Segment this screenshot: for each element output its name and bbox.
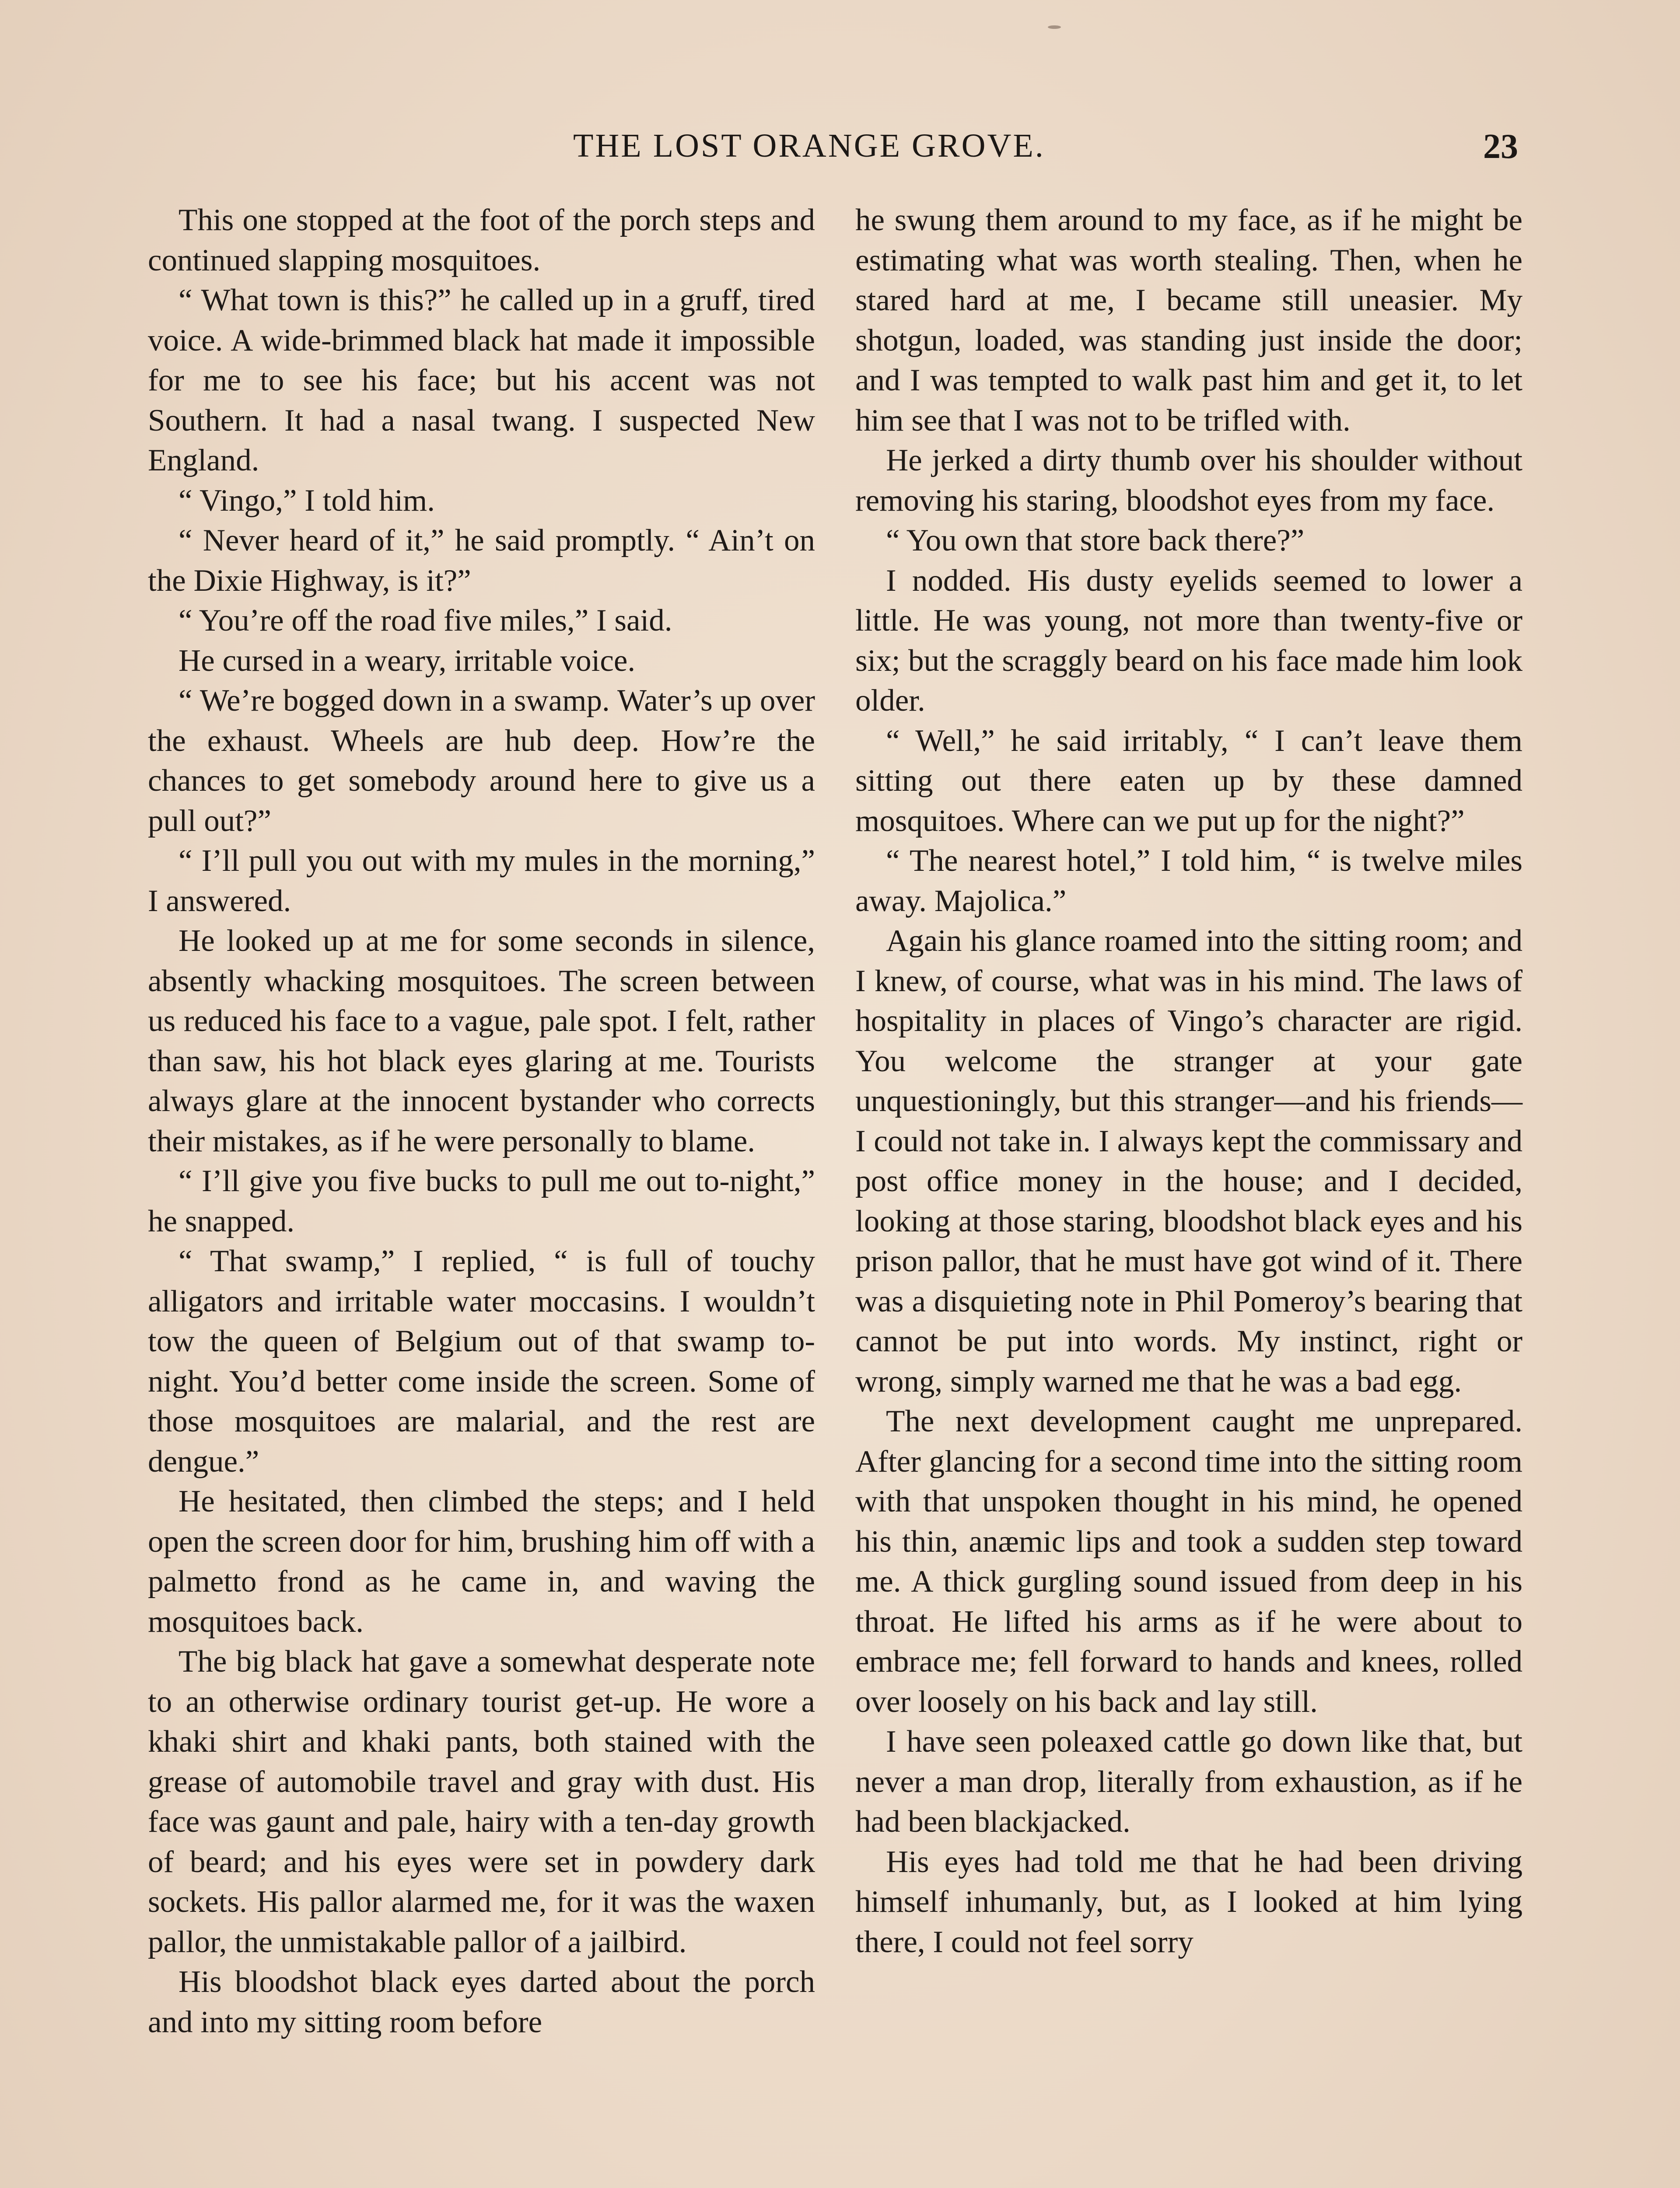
- paragraph: “ What town is this?” he called up in a gruff, tired voice. A wide-brimmed black hat made it impossible for me to see his face; but his accent was not Southern. It had a nasal twang. I suspected New England.: [148, 283, 815, 477]
- paragraph: “ You own that store back there?”: [886, 523, 1305, 558]
- paragraph: This one stopped at the foot of the porch steps and continued slapping mosquitoes.: [148, 203, 815, 277]
- paragraph: I nodded. His dusty eyelids seemed to lower a little. He was young, not more than twenty-five or six; but the scraggly beard on his face made him look older.: [855, 563, 1522, 718]
- paragraph: “ The nearest hotel,” I told him, “ is twelve miles away. Majolica.”: [855, 844, 1522, 918]
- page-number: 23: [1483, 127, 1518, 166]
- paragraph: He hesitated, then climbed the steps; and I held open the screen door for him, brushing him off with a palmetto frond as he came in, and waving the mosquitoes back.: [148, 1484, 815, 1639]
- paragraph: “ Vingo,” I told him.: [178, 483, 435, 518]
- paragraph: “ I’ll pull you out with my mules in the morning,” I answered.: [148, 844, 815, 918]
- paragraph: “ We’re bogged down in a swamp. Water’s up over the exhaust. Wheels are hub deep. How’re the chances to get somebody around here to give us a pull out?”: [148, 684, 815, 838]
- paragraph: The next development caught me unprepared. After glancing for a second time into the sitting room with that unspoken thought in his mind, he opened his thin, anæmic lips and took a sudden step toward me. A thick gurgling sound issued from deep in his throat. He lifted his arms as if he were about to embrace me; fell forward to hands and knees, rolled over loosely on his back and lay still.: [855, 1404, 1522, 1719]
- paragraph: His eyes had told me that he had been driving himself inhumanly, but, as I looked at him lying there, I could not feel sorry: [855, 1844, 1522, 1959]
- paper-speck: [1048, 25, 1061, 29]
- paragraph: “ That swamp,” I replied, “ is full of touchy alligators and irritable water moccasins. I wouldn’t tow the queen of Belgium out of that swamp to-night. You’d better come inside the screen. Some of those mosquitoes are malarial, and the rest are dengue.”: [148, 1244, 815, 1479]
- paragraph: “ I’ll give you five bucks to pull me out to-night,” he snapped.: [148, 1164, 815, 1238]
- paragraph: he swung them around to my face, as if he might be estimating what was worth stealing. Then, when he stared hard at me, I became still uneasier. My shotgun, loaded, was standing just inside the door; and I was tempted to walk past him and get it, to let him see that I was not to be trifled with.: [855, 203, 1522, 438]
- paragraph: His bloodshot black eyes darted about the porch and into my sitting room before: [148, 1965, 815, 2039]
- paragraph: I have seen poleaxed cattle go down like that, but never a man drop, literally from exhaustion, as if he had been blackjacked.: [855, 1725, 1522, 1839]
- paragraph: The big black hat gave a somewhat desperate note to an otherwise ordinary tourist get-up. He wore a khaki shirt and khaki pants, both stained with the grease of automobile travel and gray with dust. His face was gaunt and pale, hairy with a ten-day growth of beard; and his eyes were set in powdery dark sockets. His pallor alarmed me, for it was the waxen pallor, the unmistakable pallor of a jailbird.: [148, 1645, 815, 1959]
- paragraph: Again his glance roamed into the sitting room; and I knew, of course, what was in his mind. The laws of hospitality in places of Vingo’s character are rigid. You welcome the stranger at your gate unquestioningly, but this stranger—and his friends—I could not take in. I always kept the commissary and post office money in the house; and I decided, looking at those staring, bloodshot black eyes and his prison pallor, that he must have got wind of it. There was a disquieting note in Phil Pomeroy’s bearing that cannot be put into words. My instinct, right or wrong, simply warned me that he was a bad egg.: [855, 924, 1522, 1399]
- paragraph: “ Never heard of it,” he said promptly. “ Ain’t on the Dixie Highway, is it?”: [148, 523, 815, 598]
- paragraph: He jerked a dirty thumb over his shoulder without removing his staring, bloodshot eyes from my face.: [855, 443, 1522, 518]
- paragraph: “ You’re off the road five miles,” I said.: [178, 603, 672, 638]
- paragraph: He cursed in a weary, irritable voice.: [178, 643, 636, 678]
- left-text-column: [148, 200, 815, 2042]
- right-text-column: [855, 200, 1522, 1962]
- running-title: THE LOST ORANGE GROVE.: [573, 127, 1045, 164]
- paragraph: He looked up at me for some seconds in silence, absently whacking mosquitoes. The screen between us reduced his face to a vague, pale spot. I felt, rather than saw, his hot black eyes glaring at me. Tourists always glare at the innocent bystander who corrects their mistakes, as if he were personally to blame.: [148, 924, 815, 1158]
- paragraph: “ Well,” he said irritably, “ I can’t leave them sitting out there eaten up by these damned mosquitoes. Where can we put up for the night?”: [855, 723, 1522, 838]
